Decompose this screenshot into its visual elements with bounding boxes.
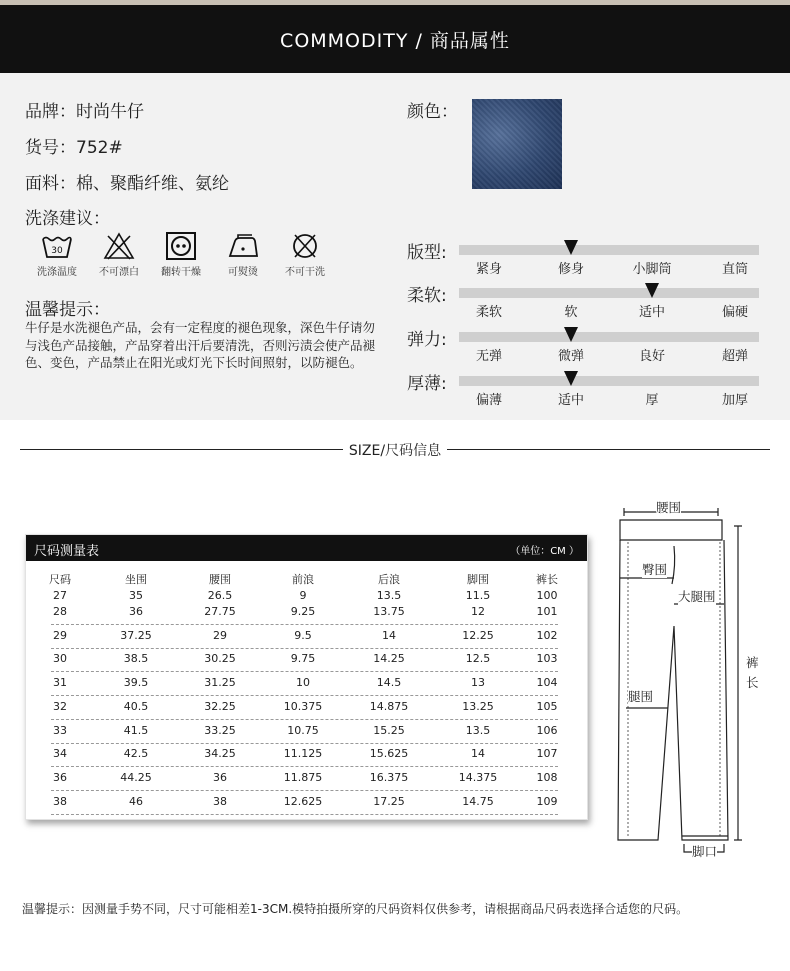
column-header: 脚围: [467, 573, 489, 586]
meter-options: [459, 301, 759, 320]
brand-line: 品牌：时尚牛仔: [25, 102, 144, 122]
table-cell: 30: [53, 652, 67, 666]
table-cell: 100: [536, 589, 558, 602]
table-cell: 15.25: [373, 723, 405, 737]
care-label-iron: 可熨烫: [228, 267, 258, 278]
table-cell: 29: [53, 628, 67, 642]
table-cell: 102: [536, 628, 558, 642]
wash-30-icon: [40, 231, 74, 261]
table-row: [26, 700, 589, 720]
meter-label: 版型:: [407, 243, 447, 263]
meter-option: 适中: [557, 393, 585, 408]
column-header: 前浪: [292, 573, 314, 586]
table-cell: 27.75: [204, 605, 236, 618]
table-cell: 38: [213, 794, 227, 808]
table-row: [26, 795, 589, 815]
diagram-thigh-label: 大腿围: [678, 589, 716, 604]
table-cell: 46: [129, 794, 143, 808]
table-cell: 31: [53, 676, 67, 690]
table-cell: 34.25: [204, 747, 236, 761]
meter-1: [407, 281, 767, 321]
size-section-header: [20, 440, 770, 460]
table-cell: 13.25: [462, 699, 494, 713]
commodity-banner: [0, 5, 790, 73]
care-item-iron: [212, 231, 274, 278]
table-cell: 32: [53, 699, 67, 713]
meter-label: 柔软:: [407, 286, 447, 306]
table-cell: 107: [536, 747, 558, 761]
table-cell: 14: [382, 628, 396, 642]
meter-2: [407, 325, 767, 365]
table-cell: 106: [536, 723, 558, 737]
color-label: 颜色：: [407, 102, 458, 122]
care-item-wash: [26, 231, 88, 278]
meter-option: 无弹: [475, 349, 503, 364]
column-header: 腰围: [209, 573, 231, 586]
meter-option: 小脚筒: [632, 262, 672, 277]
table-row: [26, 676, 589, 696]
column-header: 裤长: [536, 573, 558, 586]
table-cell: 103: [536, 652, 558, 666]
size-section-title: SIZE/尺码信息: [343, 443, 447, 459]
table-cell: 38.5: [123, 652, 149, 666]
table-cell: 38: [53, 794, 67, 808]
diagram-hem-label: 脚口: [692, 844, 718, 859]
table-cell: 9.5: [294, 628, 312, 642]
meter-bar: [459, 376, 759, 386]
size-table-header: [26, 535, 587, 561]
column-header: 尺码: [49, 573, 71, 586]
table-cell: 108: [536, 770, 558, 784]
table-cell: 39.5: [123, 676, 149, 690]
meter-bar: [459, 245, 759, 255]
meter-option: 柔软: [475, 305, 503, 320]
table-cell: 14: [471, 747, 485, 761]
table-cell: 14.875: [369, 699, 409, 713]
table-cell: 9: [299, 589, 307, 602]
table-cell: 30.25: [204, 652, 236, 666]
meter-marker-icon: [564, 327, 578, 342]
wash-title: 洗涤建议：: [25, 209, 110, 229]
table-cell: 26.5: [207, 589, 233, 602]
meter-marker-icon: [564, 371, 578, 386]
meter-marker-icon: [645, 283, 659, 298]
table-cell: 40.5: [123, 699, 149, 713]
table-cell: 35: [129, 589, 143, 602]
table-cell: 13.75: [373, 605, 405, 618]
meter-option: 超弹: [721, 349, 749, 364]
table-cell: 11.875: [283, 770, 323, 784]
table-cell: 37.25: [120, 628, 152, 642]
wash-temp-text: 30: [51, 246, 63, 256]
no-dry-clean-icon: [288, 231, 322, 261]
table-row: [26, 605, 589, 625]
table-cell: 17.25: [373, 794, 405, 808]
table-cell: 13.5: [465, 723, 491, 737]
tumble-dry-icon: [164, 231, 198, 261]
table-row: [26, 629, 589, 649]
table-cell: 14.5: [376, 676, 402, 690]
table-row: [26, 587, 589, 603]
table-cell: 10.75: [287, 723, 319, 737]
care-label-dry: 翻转干燥: [161, 267, 201, 278]
meter-3: [407, 369, 767, 409]
table-cell: 16.375: [369, 770, 409, 784]
table-cell: 36: [213, 770, 227, 784]
table-cell: 34: [53, 747, 67, 761]
table-cell: 31.25: [204, 676, 236, 690]
pants-measurement-diagram: [612, 496, 780, 864]
table-cell: 10.375: [283, 699, 323, 713]
table-row: [26, 652, 589, 672]
meter-options: [459, 258, 759, 277]
size-table-unit: （单位：CM ）: [510, 546, 579, 557]
meter-options: [459, 389, 759, 408]
diagram-length-label: 裤长: [746, 653, 762, 693]
column-header: 坐围: [125, 573, 147, 586]
care-icons: [26, 231, 336, 278]
care-item-dryclean: [274, 231, 336, 278]
banner-title: COMMODITY / 商品属性: [280, 29, 510, 52]
table-cell: 36: [53, 770, 67, 784]
table-cell: 27: [53, 589, 67, 602]
meter-bar: [459, 288, 759, 298]
table-cell: 13.5: [376, 589, 402, 602]
table-cell: 14.25: [373, 652, 405, 666]
table-cell: 13: [471, 676, 485, 690]
table-cell: 28: [53, 605, 67, 618]
meter-option: 适中: [638, 305, 666, 320]
table-cell: 10: [296, 676, 310, 690]
table-cell: 14.75: [462, 794, 494, 808]
meter-label: 弹力:: [407, 330, 447, 350]
no-bleach-icon: [102, 231, 136, 261]
table-cell: 12.5: [465, 652, 491, 666]
meter-option: 修身: [557, 262, 585, 277]
care-label-dryclean: 不可干洗: [285, 267, 325, 278]
table-cell: 14.375: [458, 770, 498, 784]
table-cell: 36: [129, 605, 143, 618]
table-row: [26, 771, 589, 791]
table-cell: 105: [536, 699, 558, 713]
size-table: [25, 534, 588, 820]
care-label-wash: 洗涤温度: [37, 267, 77, 278]
fabric-line: 面料：棉、聚酯纤维、氨纶: [25, 174, 229, 194]
meter-option: 直筒: [721, 262, 749, 277]
tips-text: 牛仔是水洗褪色产品，会有一定程度的褪色现象，深色牛仔请勿与浅色产品接触，产品穿着出汗后要清洗，否则污渍会使产品褪色、变色，产品禁止在阳光或灯光下长时间照射，以防褪色。: [25, 320, 376, 370]
meter-option: 微弹: [557, 349, 585, 364]
diagram-knee-label: 腿围: [628, 689, 654, 704]
footer-note: 温馨提示：因测量手势不同，尺寸可能相差1-3CM.模特拍摄所穿的尺码资料仅供参考，请根据商品尺码表选择合适您的尺码。: [22, 902, 689, 916]
table-cell: 12.25: [462, 628, 494, 642]
size-table-title: 尺码测量表: [34, 544, 100, 559]
table-cell: 15.625: [369, 747, 409, 761]
table-row: [26, 747, 589, 767]
tips-title: 温馨提示：: [25, 300, 110, 320]
table-cell: 32.25: [204, 699, 236, 713]
table-cell: 12.625: [283, 794, 323, 808]
table-cell: 33: [53, 723, 67, 737]
meter-bar: [459, 332, 759, 342]
meter-option: 偏薄: [475, 393, 503, 408]
care-item-bleach: [88, 231, 150, 278]
table-cell: 12: [471, 605, 485, 618]
table-cell: 11.125: [283, 747, 323, 761]
meter-option: 良好: [638, 349, 666, 364]
meter-label: 厚薄:: [407, 374, 447, 394]
table-cell: 109: [536, 794, 558, 808]
care-item-dry: [150, 231, 212, 278]
column-header: 后浪: [378, 573, 400, 586]
table-cell: 9.75: [290, 652, 316, 666]
meter-option: 软: [564, 305, 578, 320]
meter-marker-icon: [564, 240, 578, 255]
table-cell: 9.25: [290, 605, 316, 618]
table-cell: 33.25: [204, 723, 236, 737]
table-cell: 104: [536, 676, 558, 690]
diagram-waist-label: 腰围: [656, 500, 682, 515]
table-row: [26, 724, 589, 744]
attribute-panel: [0, 73, 790, 420]
table-cell: 42.5: [123, 747, 149, 761]
iron-icon: [226, 231, 260, 261]
diagram-hip-label: 臀围: [642, 562, 668, 577]
table-cell: 101: [536, 605, 558, 618]
meter-option: 厚: [645, 393, 659, 408]
care-label-bleach: 不可漂白: [99, 267, 139, 278]
table-cell: 11.5: [465, 589, 491, 602]
meter-0: [407, 238, 767, 278]
denim-color-swatch: [472, 99, 562, 189]
table-cell: 44.25: [120, 770, 152, 784]
meter-option: 加厚: [721, 393, 749, 408]
item-number-line: 货号：752#: [25, 138, 123, 158]
meter-option: 紧身: [475, 262, 503, 277]
table-cell: 29: [213, 628, 227, 642]
meter-option: 偏硬: [721, 305, 749, 320]
table-cell: 41.5: [123, 723, 149, 737]
meter-options: [459, 345, 759, 364]
